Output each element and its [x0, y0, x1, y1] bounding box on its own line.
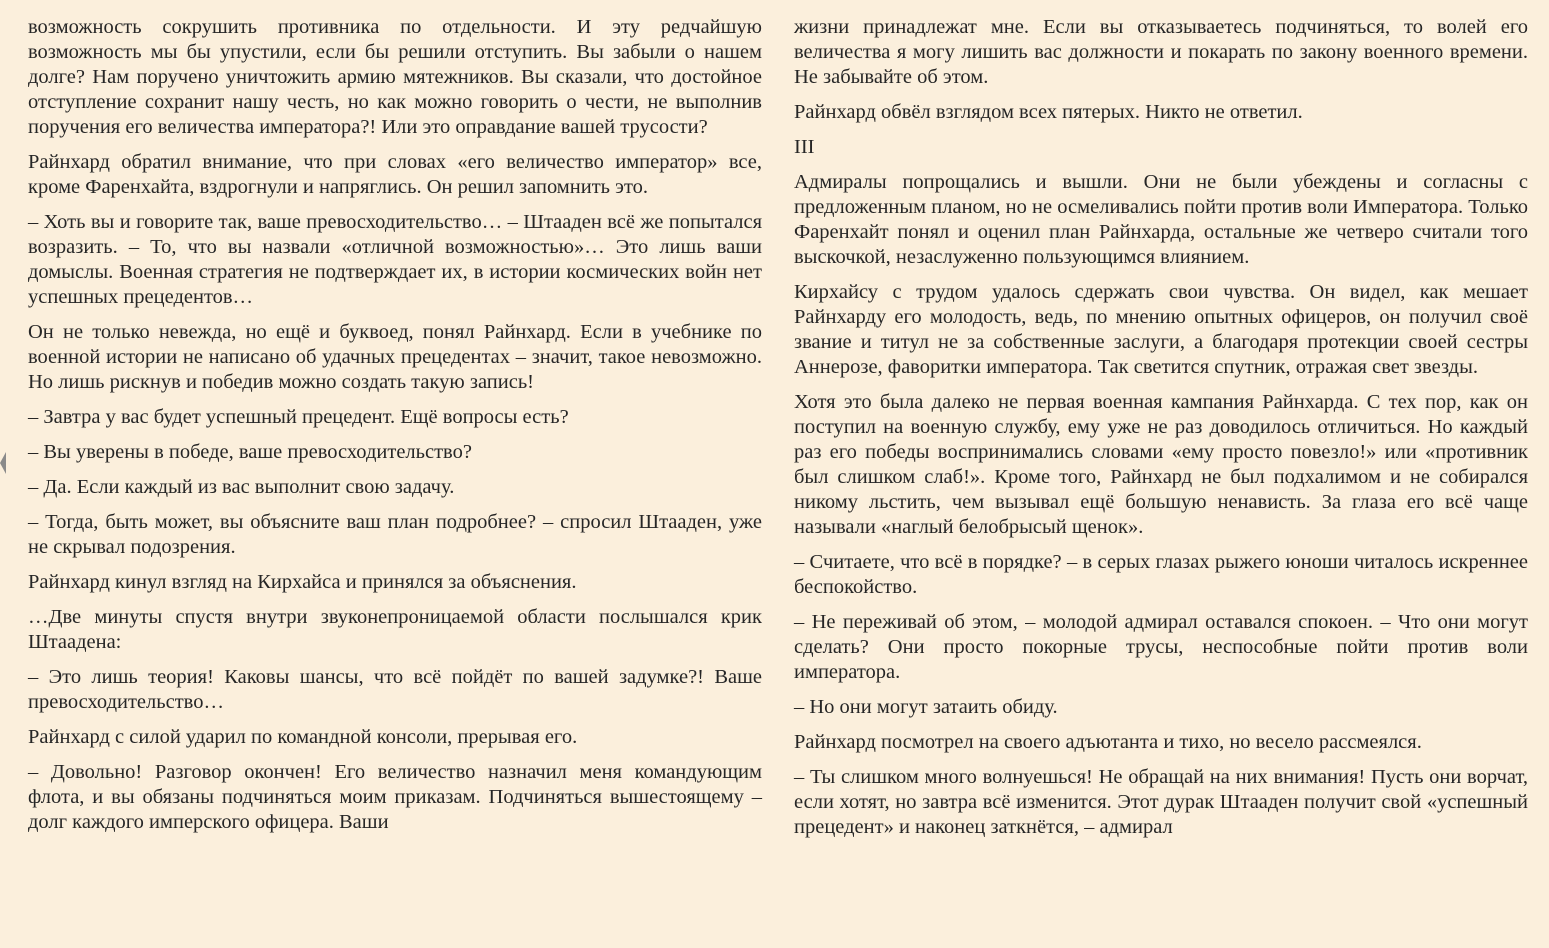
- paragraph: Хотя это была далеко не первая военная кампания Райнхарда. С тех пор, как он поступил на военную службу, ему уже не раз доводилось отличиться. Но каждый раз его победы воспринимались словами «ему просто повезло!» или «противник был слишком слаб!». Кроме того, Райнхард не был подхалимом и не собирался никому льстить, чем вызывал ещё большую ненависть. За глаза его всё чаще называли «наглый белобрысый щенок».: [794, 391, 1528, 538]
- paragraph: возможность сокрушить противника по отдельности. И эту редчайшую возможность мы бы упустили, если бы решили отступить. Вы забыли о нашем долге? Нам поручено уничтожить армию мятежников. Вы сказали, что достойное отступление сохранит нашу честь, но как можно говорить о чести, не выполнив поручения его величества императора?! Или это оправдание вашей трусости?: [28, 16, 762, 138]
- right-text-column: [794, 15, 1528, 850]
- paragraph: – Но они могут затаить обиду.: [794, 696, 1058, 718]
- paragraph: – Ты слишком много волнуешься! Не обращай на них внимания! Пусть они ворчат, если хотят, но завтра всё изменится. Этот дурак Штааден получит свой «успешный прецедент» и наконец заткнётся, – адмирал: [794, 766, 1528, 838]
- paragraph: – Это лишь теория! Каковы шансы, что всё пойдёт по вашей задумке?! Ваше превосходительство…: [28, 666, 762, 713]
- paragraph: – Довольно! Разговор окончен! Его величество назначил меня командующим флота, и вы обязаны подчиняться моим приказам. Подчиняться вышестоящему – долг каждого имперского офицера. Ваши: [28, 761, 762, 833]
- paragraph: жизни принадлежат мне. Если вы отказываетесь подчиняться, то волей его величества я могу лишить вас должности и покарать по закону военного времени. Не забывайте об этом.: [794, 16, 1528, 88]
- paragraph: Райнхард кинул взгляд на Кирхайса и принялся за объяснения.: [28, 571, 577, 593]
- paragraph: …Две минуты спустя внутри звуконепроницаемой области послышался крик Штаадена:: [28, 606, 762, 653]
- paragraph: – Хоть вы и говорите так, ваше превосходительство… – Штааден всё же попытался возразить. – То, что вы назвали «отличной возможностью»… Это лишь ваши домыслы. Военная стратегия не подтверждает их, в истории космических войн нет успешных прецедентов…: [28, 211, 762, 308]
- paragraph: – Не переживай об этом, – молодой адмирал оставался спокоен. – Что они могут сделать? Они просто покорные трусы, неспособные пойти против воли императора.: [794, 611, 1528, 683]
- paragraph: Райнхард обвёл взглядом всех пятерых. Никто не ответил.: [794, 101, 1303, 123]
- previous-page-arrow-icon[interactable]: [0, 452, 6, 474]
- paragraph: Райнхард посмотрел на своего адъютанта и тихо, но весело рассмеялся.: [794, 731, 1422, 753]
- paragraph: – Завтра у вас будет успешный прецедент. Ещё вопросы есть?: [28, 406, 569, 428]
- paragraph: Он не только невежда, но ещё и буквоед, понял Райнхард. Если в учебнике по военной истории не написано об удачных прецедентах – значит, такое невозможно. Но лишь рискнув и победив можно создать такую запись!: [28, 321, 762, 393]
- paragraph: – Считаете, что всё в порядке? – в серых глазах рыжего юноши читалось искреннее беспокойство.: [794, 551, 1528, 598]
- paragraph: Адмиралы попрощались и вышли. Они не были убеждены и согласны с предложенным планом, но не осмеливались пойти против воли Императора. Только Фаренхайт понял и оценил план Райнхарда, остальные же четверо считали того выскочкой, незаслуженно пользующимся влиянием.: [794, 171, 1528, 268]
- paragraph: – Да. Если каждый из вас выполнит свою задачу.: [28, 476, 455, 498]
- chapter-number: III: [794, 136, 815, 158]
- paragraph: – Тогда, быть может, вы объясните ваш план подробнее? – спросил Штааден, уже не скрывал подозрения.: [28, 511, 762, 558]
- left-text-column: [28, 15, 762, 845]
- paragraph: Райнхард с силой ударил по командной консоли, прерывая его.: [28, 726, 578, 748]
- paragraph: – Вы уверены в победе, ваше превосходительство?: [28, 441, 472, 463]
- paragraph: Кирхайсу с трудом удалось сдержать свои чувства. Он видел, как мешает Райнхарду его молодость, ведь, по мнению опытных офицеров, он получил своё звание и титул не за собственные заслуги, а благодаря протекции своей сестры Аннерозе, фаворитки императора. Так светится спутник, отражая свет звезды.: [794, 281, 1528, 378]
- paragraph: Райнхард обратил внимание, что при словах «его величество император» все, кроме Фаренхайта, вздрогнули и напряглись. Он решил запомнить это.: [28, 151, 762, 198]
